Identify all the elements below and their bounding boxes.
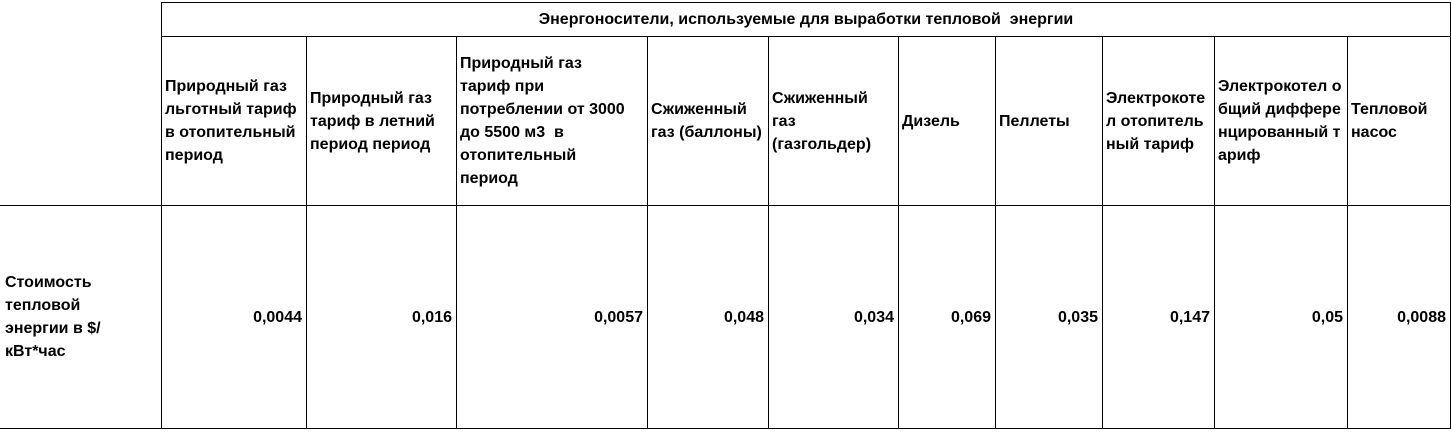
value-text: 0,05: [1311, 308, 1343, 326]
value-cell: [899, 206, 995, 428]
value-text: 0,034: [853, 308, 894, 326]
column-header-gas-preferential: [162, 37, 306, 205]
column-header-text: Пеллеты: [999, 112, 1070, 130]
column-header-electric-differentiated: [1215, 37, 1347, 205]
value-text: 0,0088: [1397, 308, 1446, 326]
value-cell: [648, 206, 768, 428]
value-text: 0,147: [1169, 308, 1210, 326]
value-cell: [307, 206, 456, 428]
row-label-text: Стоимость тепловой энергии в $/кВт*час: [5, 274, 101, 360]
column-header-diesel: [899, 37, 995, 205]
value-cell: [1103, 206, 1214, 428]
value-text: 0,0057: [594, 308, 643, 326]
column-header-text: Электрокотел общий дифференцированный тариф: [1218, 78, 1342, 164]
value-text: 0,0044: [253, 308, 302, 326]
value-cell: [769, 206, 898, 428]
value-cell: [457, 206, 647, 428]
value-text: 0,016: [411, 308, 452, 326]
column-header-text: Природный газ льготный тариф в отопительный период: [165, 78, 297, 164]
column-header-text: Природный газ тариф в летний период период: [310, 89, 435, 153]
value-cell: [162, 206, 306, 428]
column-header-pellets: [996, 37, 1102, 205]
column-header-electric-heating: [1103, 37, 1214, 205]
super-header-text: Энергоносители, используемые для выработки тепловой энергии: [538, 11, 1074, 28]
value-cell: [996, 206, 1102, 428]
column-header-gas-volume: [457, 37, 647, 205]
column-header-text: Сжиженный газ (баллоны): [651, 101, 762, 141]
column-header-text: Электрокотел отопительный тариф: [1106, 89, 1206, 153]
super-header: [162, 3, 1450, 36]
value-cell: [1215, 206, 1347, 428]
column-header-heat-pump: [1348, 37, 1450, 205]
column-header-gas-summer: [307, 37, 456, 205]
column-header-lpg-cylinders: [648, 37, 768, 205]
value-text: 0,048: [723, 308, 764, 326]
value-text: 0,069: [950, 308, 991, 326]
column-header-text: Природный газ тариф при потреблении от 3000 до 5500 м3 в отопительный период: [460, 55, 630, 187]
row-label: [0, 206, 161, 428]
column-header-text: Дизель: [902, 112, 960, 130]
value-cell: [1348, 206, 1450, 428]
column-header-text: Сжиженный газ (газгольдер): [772, 89, 872, 153]
column-header-lpg-tank: [769, 37, 898, 205]
value-text: 0,035: [1057, 308, 1098, 326]
column-header-text: Тепловой насос: [1351, 101, 1428, 141]
grid-line: [0, 428, 1451, 429]
